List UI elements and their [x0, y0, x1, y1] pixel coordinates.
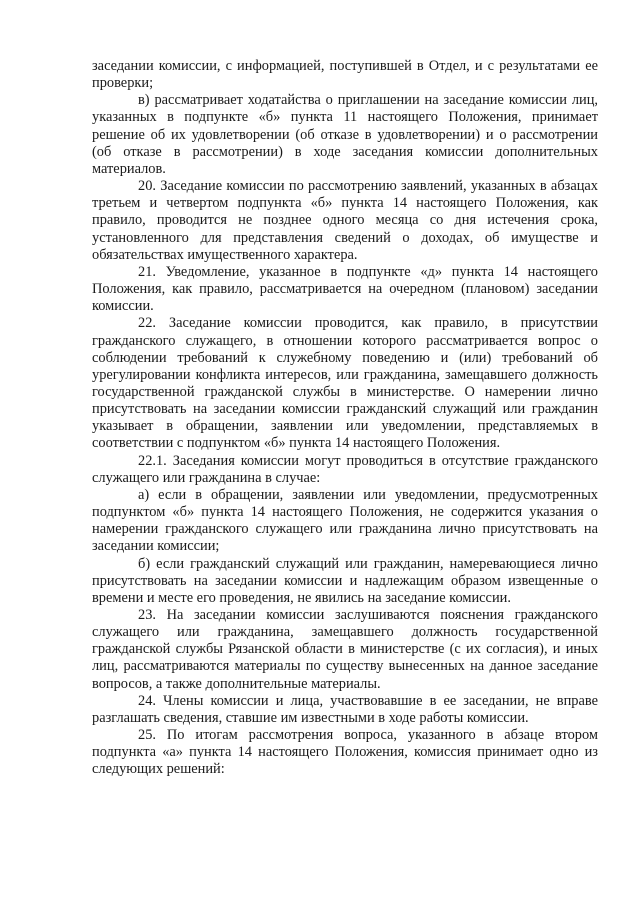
paragraph-25: 25. По итогам рассмотрения вопроса, указанного в абзаце втором подпункта «а» пункта 14 настоящего Положения, комиссия принимает одно из следующих решений: [92, 727, 598, 778]
paragraph-20: 20. Заседание комиссии по рассмотрению заявлений, указанных в абзацах третьем и четвертом подпункта «б» пункта 14 настоящего Положения, как правило, проводится не позднее одного месяца со дня истечения срока, установленного для представления сведений о доходах, об имуществе и обязательствах имущественного характера. [92, 178, 598, 263]
paragraph-22-1-a: а) если в обращении, заявлении или уведомлении, предусмотренных подпунктом «б» пункта 14 настоящего Положения, не содержится указания о намерении гражданского служащего или гражданина лично присутствовать на заседании комиссии; [92, 486, 598, 555]
paragraph-22-1: 22.1. Заседания комиссии могут проводиться в отсутствие гражданского служащего или гражданина в случае: [92, 452, 598, 486]
paragraph-21: 21. Уведомление, указанное в подпункте «д» пункта 14 настоящего Положения, как правило, рассматривается на очередном (плановом) заседании комиссии. [92, 263, 598, 315]
paragraph-24: 24. Члены комиссии и лица, участвовавшие в ее заседании, не вправе разглашать сведения, ставшие им известными в ходе работы комиссии. [92, 692, 598, 726]
paragraph-23: 23. На заседании комиссии заслушиваются пояснения гражданского служащего или гражданина, замещавшего должность государственной гражданской службы Рязанской области в министерстве (с их согласия), и иных лиц, рассматриваются материалы по существу вынесенных на данное заседание вопросов, а также дополнительные материалы. [92, 607, 598, 692]
paragraph-19v: в) рассматривает ходатайства о приглашении на заседание комиссии лиц, указанных в подпункте «б» пункта 11 настоящего Положения, принимает решение об их удовлетворении (об отказе в удовлетворении) и о рассмотрении (об отказе в рассмотрении) в ходе заседания комиссии дополнительных материалов. [92, 92, 598, 177]
paragraph-continuation: заседании комиссии, с информацией, поступившей в Отдел, и с результатами ее проверки; [92, 58, 598, 92]
paragraph-22: 22. Заседание комиссии проводится, как правило, в присутствии гражданского служащего, в отношении которого рассматривается вопрос о соблюдении требований к служебному поведению и (или) требований об урегулировании конфликта интересов, или гражданина, замещавшего должность государственной гражданской службы в министерстве. О намерении лично присутствовать на заседании комиссии гражданский служащий или гражданин указывает в обращении, заявлении или уведомлении, представляемых в соответствии с подпунктом «б» пункта 14 настоящего Положения. [92, 315, 598, 452]
paragraph-22-1-b: б) если гражданский служащий или гражданин, намеревающиеся лично присутствовать на заседании комиссии и надлежащим образом извещенные о времени и месте его проведения, не явились на заседание комиссии. [92, 555, 598, 606]
document-page [92, 58, 598, 779]
